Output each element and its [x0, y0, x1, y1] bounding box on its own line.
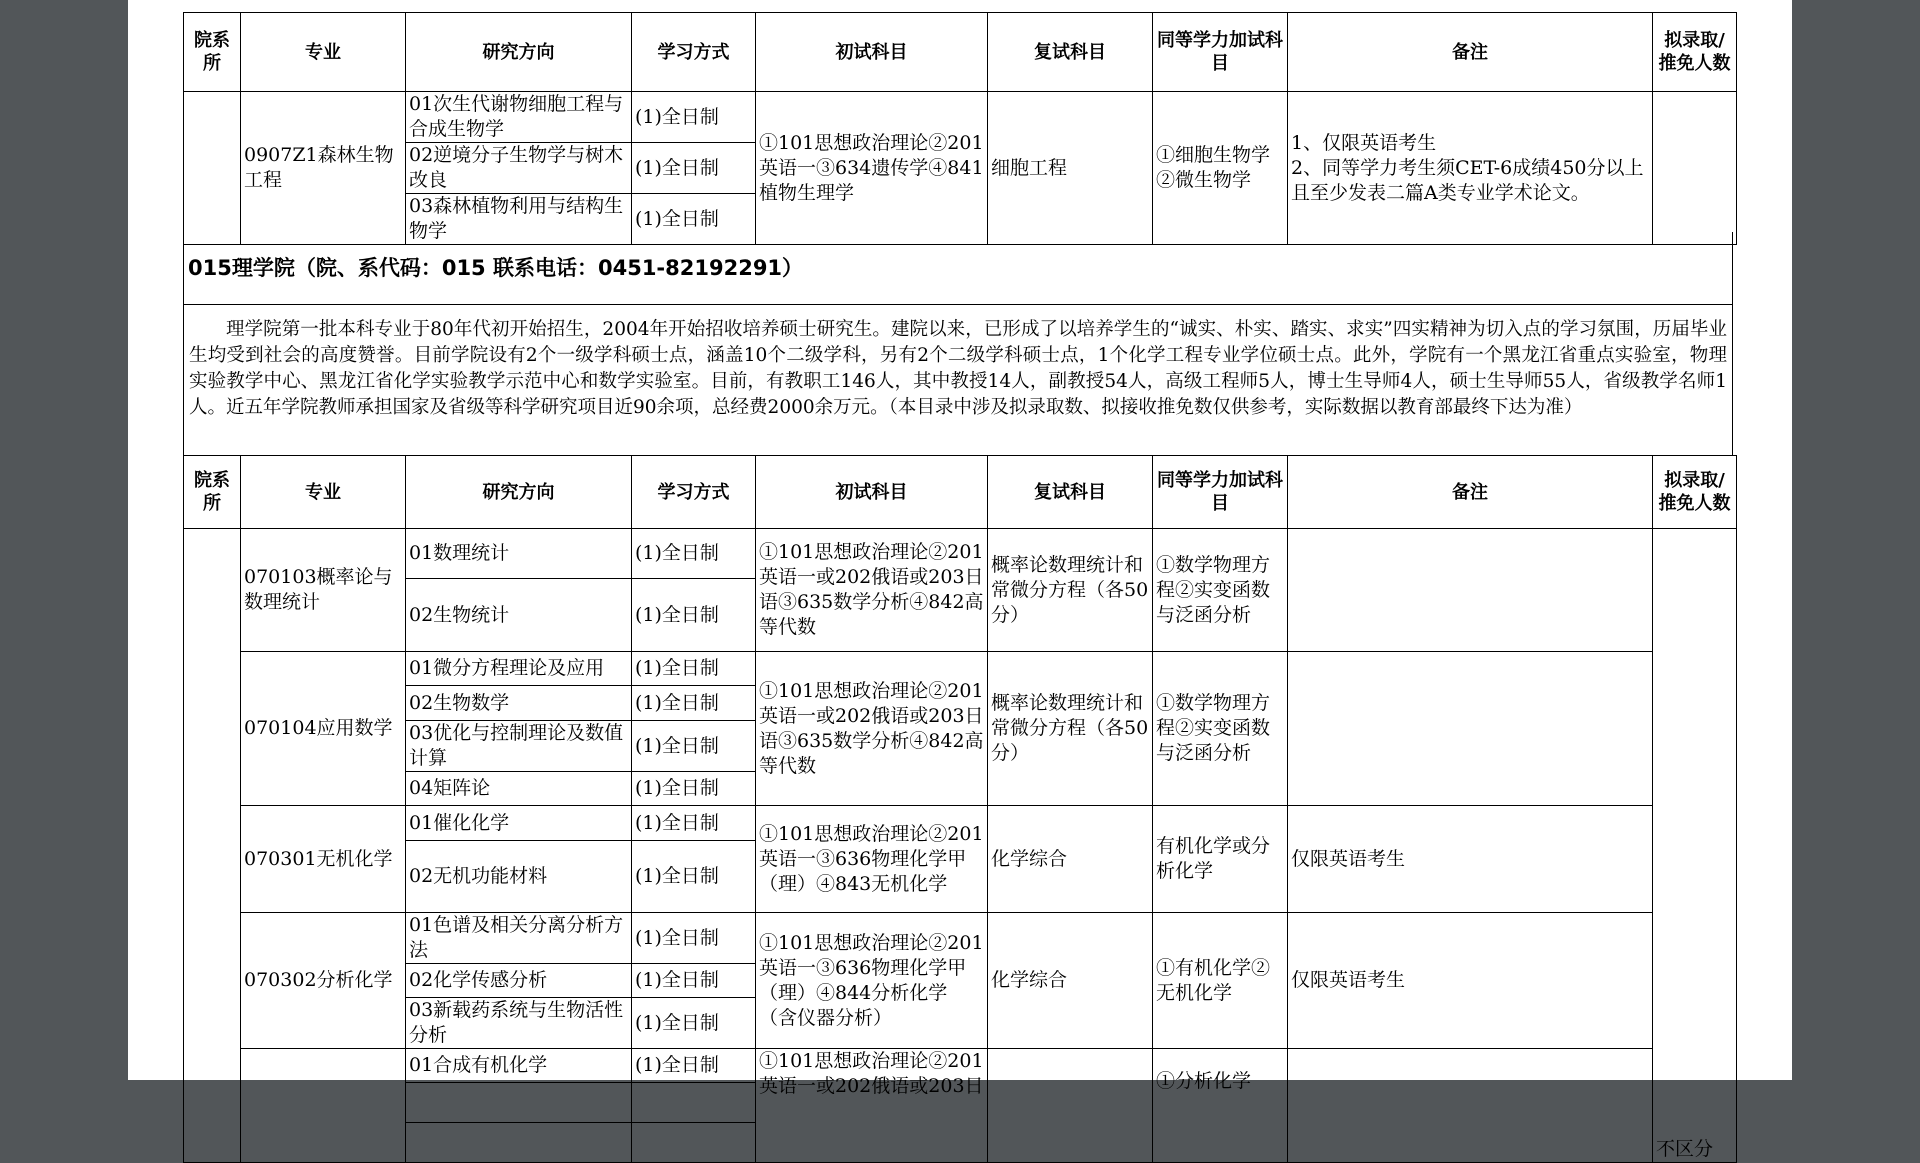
mode-cell: (1)全日制 — [632, 772, 756, 806]
major-cell: 070301无机化学 — [241, 806, 406, 913]
remark-cell: 仅限英语考生 — [1288, 913, 1653, 1049]
exam-cell: ①101思想政治理论②201英语一或202俄语或203日语③635数学分析④842高等代数 — [756, 652, 988, 806]
extra-cell: ①数学物理方程②实变函数与泛函分析 — [1153, 529, 1288, 652]
exam-cell: ①101思想政治理论②201英语一③636物理化学甲（理）④843无机化学 — [756, 806, 988, 913]
table-row — [184, 1049, 1737, 1083]
mode-cell: (1)全日制 — [632, 686, 756, 721]
header-mode: 学习方式 — [632, 456, 756, 529]
header-quota: 拟录取/推免人数 — [1653, 456, 1737, 529]
direction-cell — [406, 1123, 632, 1163]
direction-cell: 02无机功能材料 — [406, 841, 632, 913]
extra-cell: 有机化学或分析化学 — [1153, 806, 1288, 913]
direction-cell: 01次生代谢物细胞工程与合成生物学 — [406, 92, 632, 143]
retest-cell: 细胞工程 — [988, 92, 1153, 245]
remark-cell — [1288, 1049, 1653, 1163]
mode-cell: (1)全日制 — [632, 964, 756, 998]
table-row — [184, 913, 1737, 964]
mode-cell: (1)全日制 — [632, 721, 756, 772]
direction-cell: 01催化化学 — [406, 806, 632, 841]
header-retest: 复试科目 — [988, 13, 1153, 92]
direction-cell: 02生物数学 — [406, 686, 632, 721]
header-row — [184, 13, 1737, 92]
table-row — [184, 529, 1737, 579]
header-remark: 备注 — [1288, 13, 1653, 92]
mode-cell: (1)全日制 — [632, 1049, 756, 1083]
direction-cell: 01数理统计 — [406, 529, 632, 579]
extra-cell: ①数学物理方程②实变函数与泛函分析 — [1153, 652, 1288, 806]
remark-cell: 仅限英语考生 — [1288, 806, 1653, 913]
remark-cell — [1288, 529, 1653, 652]
direction-cell: 02化学传感分析 — [406, 964, 632, 998]
header-exam: 初试科目 — [756, 456, 988, 529]
quota-cell — [1653, 92, 1737, 245]
direction-cell: 01色谱及相关分离分析方法 — [406, 913, 632, 964]
direction-cell: 02生物统计 — [406, 579, 632, 652]
retest-cell: 化学综合 — [988, 806, 1153, 913]
direction-cell: 02逆境分子生物学与树木改良 — [406, 143, 632, 194]
retest-cell: 概率论数理统计和常微分方程（各50分） — [988, 652, 1153, 806]
direction-cell: 03优化与控制理论及数值计算 — [406, 721, 632, 772]
remark-line: 1、仅限英语考生 — [1291, 131, 1437, 154]
document-page — [128, 0, 1792, 1160]
mode-cell: (1)全日制 — [632, 913, 756, 964]
table-row — [184, 92, 1737, 143]
header-dept: 院系所 — [184, 13, 241, 92]
mode-cell: (1)全日制 — [632, 841, 756, 913]
intro-text: 理学院第一批本科专业于80年代初开始招生，2004年开始招收培养硕士研究生。建院以来，已形成了以培养学生的“诚实、朴实、踏实、求实”四实精神为切入点的学习氛围，历届毕业生均受到社会的高度赞誉。目前学院设有2个一级学科硕士点，涵盖10个二级学科，另有2个二级学科硕士点，1个化学工程专业学位硕士点。此外，学院有一个黑龙江省重点实验室，物理实验教学中心、黑龙江省化学实验教学示范中心和数学实验室。目前，有教职工146人，其中教授14人，副教授54人，高级工程师5人，博士生导师4人，硕士生导师55人，省级教学名师1人。近五年学院教师承担国家及省级等科学研究项目近90余项，总经费2000余万元。（本目录中涉及拟录取数、拟接收推免数仅供参考，实际数据以教育部最终下达为准） — [189, 319, 1727, 418]
major-cell — [241, 1049, 406, 1163]
table-row — [184, 806, 1737, 841]
retest-cell — [988, 1049, 1153, 1163]
table-row — [184, 652, 1737, 686]
header-extra: 同等学力加试科目 — [1153, 13, 1288, 92]
major-cell: 0907Z1森林生物工程 — [241, 92, 406, 245]
header-exam: 初试科目 — [756, 13, 988, 92]
direction-cell: 03森林植物利用与结构生物学 — [406, 194, 632, 245]
quota-cell: 不区分 — [1653, 529, 1737, 1163]
remark-line: 2、同等学力考生须CET-6成绩450分以上且至少发表二篇A类专业学术论文。 — [1291, 156, 1644, 204]
catalog-table-top — [183, 12, 1737, 245]
mode-cell: (1)全日制 — [632, 806, 756, 841]
header-major: 专业 — [241, 13, 406, 92]
dept-cell — [184, 92, 241, 245]
direction-cell — [406, 1083, 632, 1123]
direction-cell: 01微分方程理论及应用 — [406, 652, 632, 686]
major-cell: 070302分析化学 — [241, 913, 406, 1049]
dept-cell — [184, 529, 241, 1163]
direction-cell: 03新载药系统与生物活性分析 — [406, 998, 632, 1049]
header-direction: 研究方向 — [406, 456, 632, 529]
direction-cell: 04矩阵论 — [406, 772, 632, 806]
header-quota: 拟录取/推免人数 — [1653, 13, 1737, 92]
major-cell: 070103概率论与数理统计 — [241, 529, 406, 652]
section-title: 015理学院（院、系代码：015 联系电话：0451-82192291） — [183, 232, 1733, 304]
extra-cell: ①分析化学 — [1153, 1049, 1288, 1163]
header-mode: 学习方式 — [632, 13, 756, 92]
header-extra: 同等学力加试科目 — [1153, 456, 1288, 529]
retest-cell: 概率论数理统计和常微分方程（各50分） — [988, 529, 1153, 652]
exam-cell: ①101思想政治理论②201英语一③634遗传学④841植物生理学 — [756, 92, 988, 245]
mode-cell: (1)全日制 — [632, 143, 756, 194]
header-remark: 备注 — [1288, 456, 1653, 529]
remark-cell — [1288, 92, 1653, 245]
header-row — [184, 456, 1737, 529]
mode-cell: (1)全日制 — [632, 194, 756, 245]
mode-cell: (1)全日制 — [632, 529, 756, 579]
mode-cell: (1)全日制 — [632, 998, 756, 1049]
section-intro — [183, 304, 1733, 455]
mode-cell — [632, 1083, 756, 1123]
exam-cell: ①101思想政治理论②201英语一③636物理化学甲（理）④844分析化学（含仪器分析） — [756, 913, 988, 1049]
catalog-table-science — [183, 455, 1737, 1163]
exam-cell: ①101思想政治理论②201英语一或202俄语或203日 — [756, 1049, 988, 1163]
header-direction: 研究方向 — [406, 13, 632, 92]
exam-cell: ①101思想政治理论②201英语一或202俄语或203日语③635数学分析④842高等代数 — [756, 529, 988, 652]
mode-cell: (1)全日制 — [632, 652, 756, 686]
remark-cell — [1288, 652, 1653, 806]
major-cell: 070104应用数学 — [241, 652, 406, 806]
retest-cell: 化学综合 — [988, 913, 1153, 1049]
mode-cell: (1)全日制 — [632, 579, 756, 652]
extra-cell: ①细胞生物学②微生物学 — [1153, 92, 1288, 245]
extra-cell: ①有机化学②无机化学 — [1153, 913, 1288, 1049]
header-major: 专业 — [241, 456, 406, 529]
mode-cell — [632, 1123, 756, 1163]
direction-cell: 01合成有机化学 — [406, 1049, 632, 1083]
mode-cell: (1)全日制 — [632, 92, 756, 143]
header-retest: 复试科目 — [988, 456, 1153, 529]
header-dept: 院系所 — [184, 456, 241, 529]
